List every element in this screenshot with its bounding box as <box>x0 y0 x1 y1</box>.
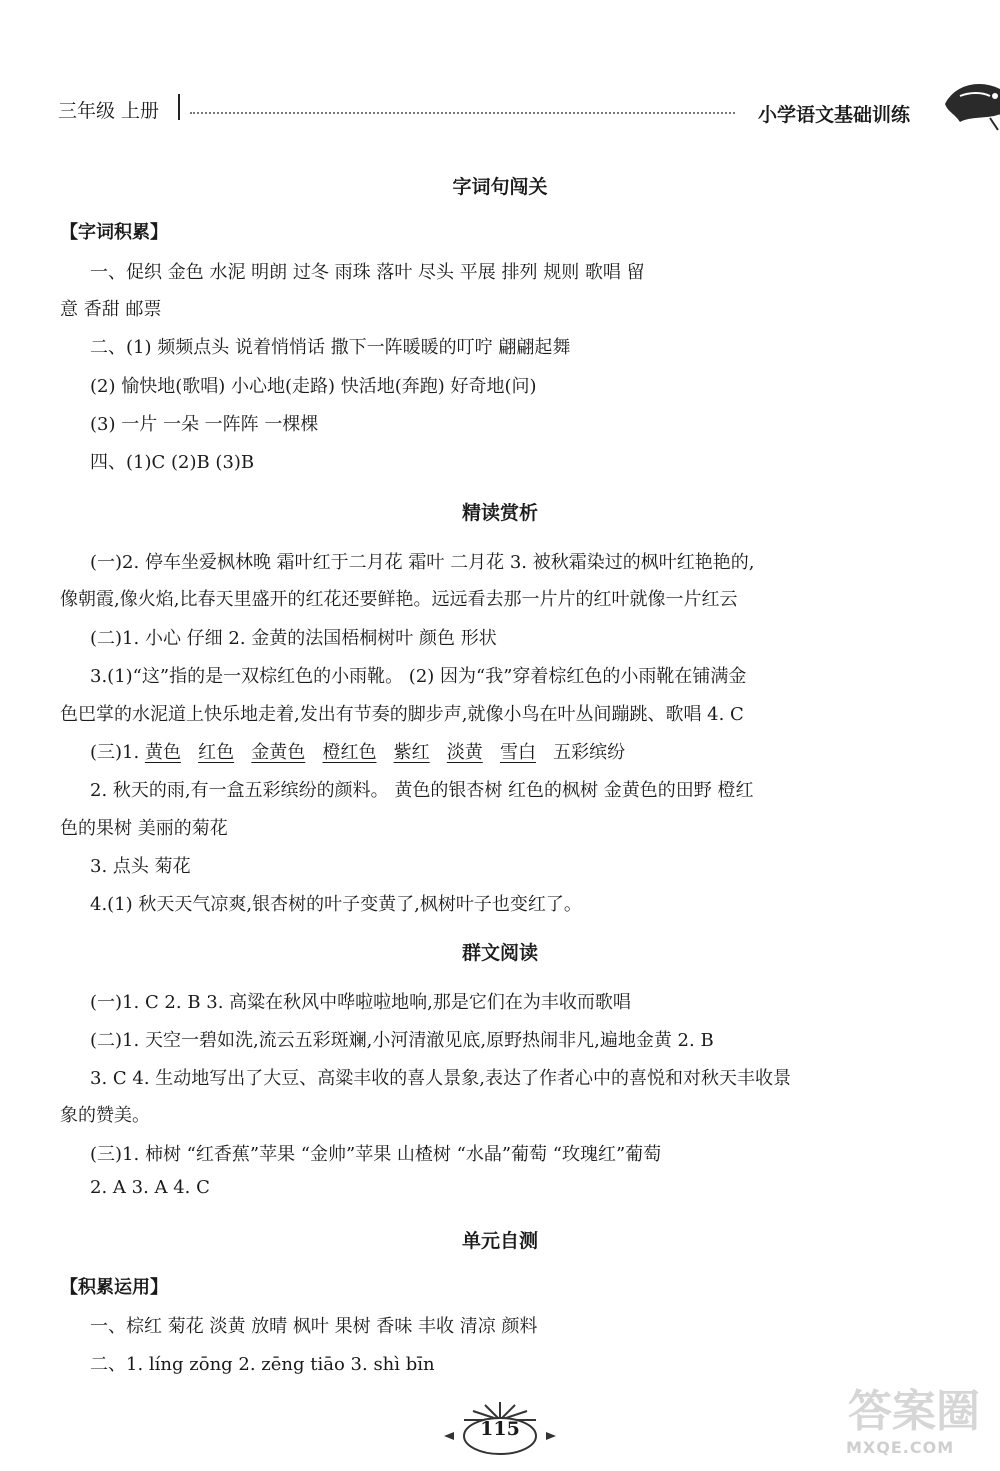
underlined-word: 淡黄 <box>446 742 483 763</box>
answer-line: (3) 一片 一朵 一阵阵 一棵棵 <box>90 414 319 435</box>
answer-line: 3. 点头 菊花 <box>90 856 191 877</box>
underlined-word: 紫红 <box>393 742 430 763</box>
answer-line: 4.(1) 秋天天气凉爽,银杏树的叶子变黄了,枫树叶子也变红了。 <box>90 894 582 915</box>
answer-line: (一)1. C 2. B 3. 高粱在秋风中哗啦啦地响,那是它们在为丰收而歌唱 <box>90 992 631 1013</box>
page-header <box>58 88 958 138</box>
watermark-url: MXQE.COM <box>846 1438 955 1457</box>
answer-line: 2. A 3. A 4. C <box>90 1177 210 1198</box>
answer-line: 像朝霞,像火焰,比春天里盛开的红花还要鲜艳。远远看去那一片片的红叶就像一片红云 <box>60 589 738 610</box>
answer-line: 二、1. líng zōng 2. zēng tiāo 3. shì bīn <box>90 1354 435 1375</box>
bracket-heading-1: 【字词积累】 <box>60 222 168 243</box>
answer-line: (二)1. 小心 仔细 2. 金黄的法国梧桐树叶 颜色 形状 <box>90 628 497 649</box>
answer-line: 一、促织 金色 水泥 明朗 过冬 雨珠 落叶 尽头 平展 排列 规则 歌唱 留 <box>90 262 645 283</box>
bracket-heading-2: 【积累运用】 <box>60 1277 168 1298</box>
answer-line: 一、棕红 菊花 淡黄 放晴 枫叶 果树 香味 丰收 清凉 颜料 <box>90 1316 538 1337</box>
answer-line: 四、(1)C (2)B (3)B <box>90 452 255 473</box>
answer-prefix: (三)1. <box>90 742 140 763</box>
answer-line: 意 香甜 邮票 <box>60 299 162 320</box>
underlined-word: 橙红色 <box>322 742 377 763</box>
underlined-word: 红色 <box>198 742 235 763</box>
answer-line: (2) 愉快地(歌唱) 小心地(走路) 快活地(奔跑) 好奇地(问) <box>90 376 537 397</box>
answer-line: 2. 秋天的雨,有一盒五彩缤纷的颜料。 黄色的银杏树 红色的枫树 金黄色的田野 橙红 <box>90 780 754 801</box>
answer-line: 3.(1)“这”指的是一双棕红色的小雨靴。 (2) 因为“我”穿着棕红色的小雨靴在铺满金 <box>90 666 747 687</box>
page-number-badge <box>440 1398 560 1458</box>
plain-word: 五彩缤纷 <box>553 742 626 763</box>
answer-line: (三)1. 柿树 “红香蕉”苹果 “金帅”苹果 山楂树 “水晶”葡萄 “玫瑰红”葡萄 <box>90 1144 662 1165</box>
underlined-word: 金黄色 <box>251 742 306 763</box>
section-title-3: 群文阅读 <box>461 942 538 964</box>
series-title: 小学语文基础训练 <box>758 104 911 126</box>
watermark-text: 答案圈 <box>848 1386 980 1437</box>
answer-line-underlined <box>90 738 625 764</box>
section-title-2: 精读赏析 <box>461 502 538 524</box>
answer-line: (一)2. 停车坐爱枫林晚 霜叶红于二月花 霜叶 二月花 3. 被秋霜染过的枫叶红艳艳的, <box>90 552 755 573</box>
watermark-logo-icon <box>846 1380 986 1438</box>
answer-line: (二)1. 天空一碧如洗,流云五彩斑斓,小河清澈见底,原野热闹非凡,遍地金黄 2. B <box>90 1030 714 1051</box>
watermark <box>846 1380 986 1460</box>
answer-line: 象的赞美。 <box>60 1105 150 1126</box>
header-dotted-rule <box>190 112 735 114</box>
answer-line: 二、(1) 频频点头 说着悄悄话 撒下一阵暖暖的叮咛 翩翩起舞 <box>90 337 571 358</box>
section-title-1: 字词句闯关 <box>452 176 548 198</box>
underlined-word: 黄色 <box>144 742 181 763</box>
bird-illustration-icon <box>940 74 1000 134</box>
answer-line: 色巴掌的水泥道上快乐地走着,发出有节奏的脚步声,就像小鸟在叶丛间蹦跳、歌唱 4. C <box>60 704 744 725</box>
page-number: 115 <box>480 1418 520 1440</box>
answer-line: 色的果树 美丽的菊花 <box>60 818 228 839</box>
header-divider <box>178 94 180 120</box>
answer-line: 3. C 4. 生动地写出了大豆、高粱丰收的喜人景象,表达了作者心中的喜悦和对秋天丰收景 <box>90 1068 792 1089</box>
underlined-word: 雪白 <box>499 742 536 763</box>
grade-label: 三年级 上册 <box>58 100 160 122</box>
section-title-4: 单元自测 <box>461 1230 538 1252</box>
